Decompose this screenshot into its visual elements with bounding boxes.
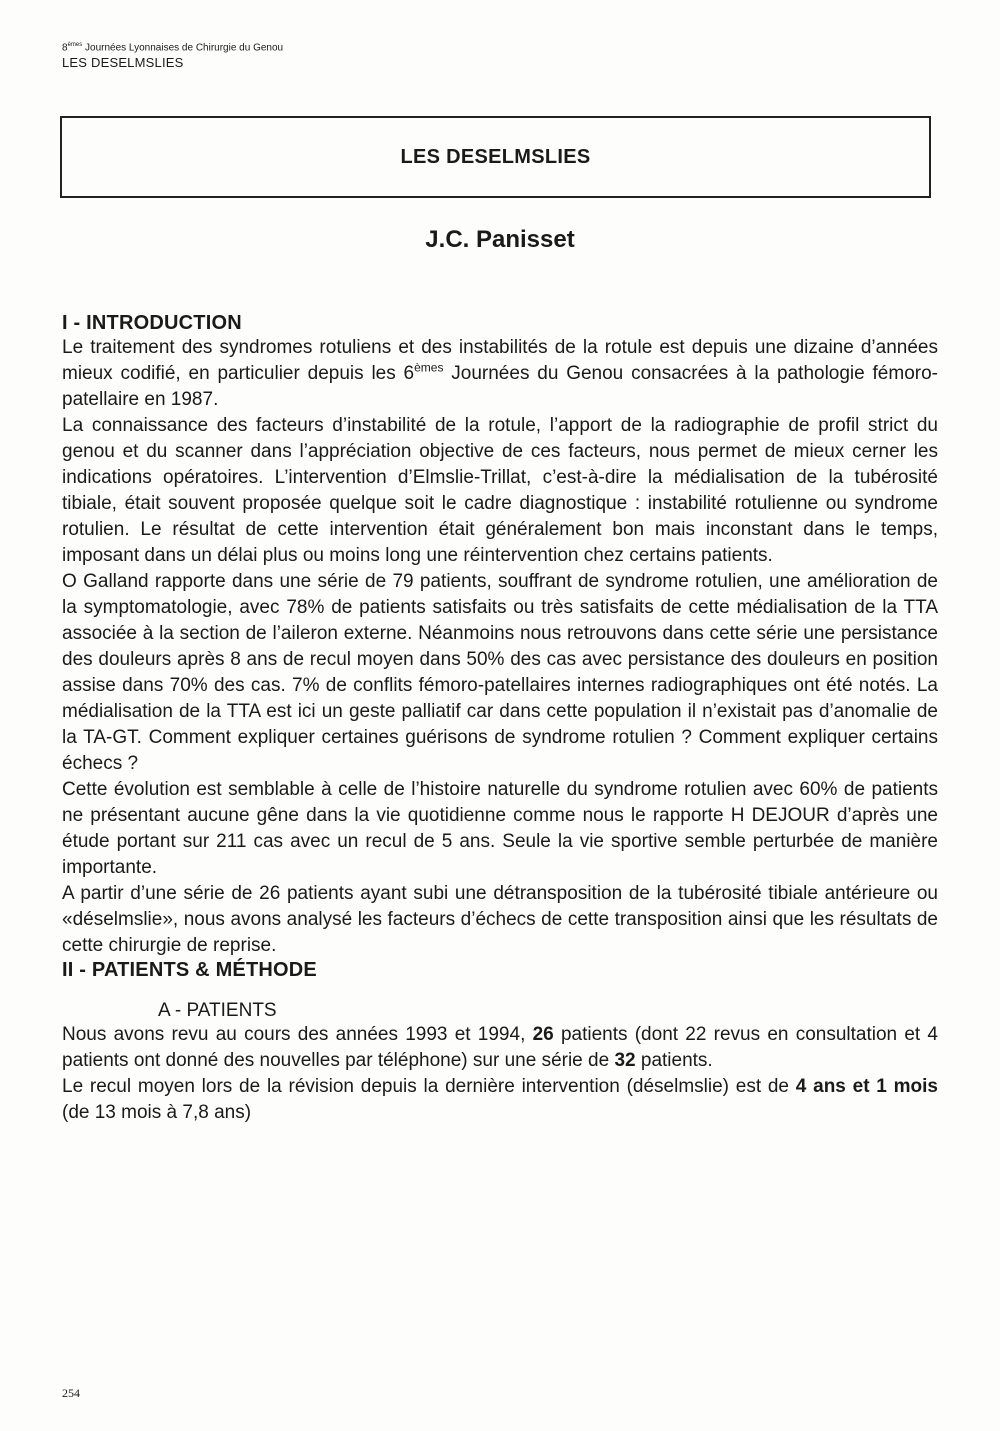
intro-paragraph: La connaissance des facteurs d’instabilité de la rotule, l’apport de la radiographie de profil strict du genou et du scanner dans l’appréciation objective de ces facteurs, nous permet de mieux cerner les indications opératoires. L’intervention d’Elmslie-Trillat, c’est-à-dire la médialisation de la tubérosité tibiale, était souvent proposée quelque soit le cadre diagnostique : instabilité rotulienne ou syndrome rotulien. Le résultat de cette intervention était généralement bon mais inconstant dans le temps, imposant dans un délai plus ou moins long une réintervention chez certains patients.	[62, 415, 938, 566]
methods-paragraph	[62, 1074, 938, 1126]
methods-p1-text-mid: patients (dont 22 revus en consultation et 4 patients ont donné des nouvelles par téléphone) sur une série de	[62, 1024, 938, 1071]
running-head-ordinal-suffix: èmes	[67, 42, 83, 48]
section-heading-patients-methode: II - PATIENTS & MÉTHODE	[62, 959, 317, 981]
methods-p2-follow-up: 4 ans et 1 mois	[795, 1076, 938, 1097]
methods-p1-series-count: 32	[614, 1050, 636, 1071]
intro-p1-text-end: Journées du Genou consacrées à la pathologie fémoro-patellaire en 1987.	[62, 363, 938, 410]
section-heading-introduction: I - INTRODUCTION	[62, 312, 242, 334]
intro-p1-ordinal-suffix: èmes	[414, 360, 444, 375]
author-name: J.C. Panisset	[425, 226, 575, 253]
running-head	[62, 38, 283, 71]
intro-paragraph: O Galland rapporte dans une série de 79 patients, souffrant de syndrome rotulien, une amélioration de la symptomatologie, avec 78% de patients satisfaits ou très satisfaits de cette médialisation de la TTA associée à la section de l’aileron externe. Néanmoins nous retrouvons dans cette série une persistance des douleurs après 8 ans de recul moyen dans 50% des cas avec persistance des douleurs en position assise dans 70% des cas. 7% de conflits fémoro-patellaires internes radiographiques ont été notés. La médialisation de la TTA est ici un geste palliatif car dans cette population il n’existait pas d’anomalie de la TA-GT. Comment expliquer certaines guérisons de syndrome rotulien ? Comment expliquer certains échecs ?	[62, 571, 938, 774]
methods-p1-patient-count: 26	[532, 1024, 554, 1045]
methods-paragraph	[62, 1022, 938, 1074]
running-head-journal-name: Journées Lyonnaises de Chirurgie du Genou	[82, 42, 284, 54]
methods-p1-text-end: patients.	[635, 1050, 713, 1071]
running-head-journal	[62, 38, 283, 55]
subsection-heading-patients: A - PATIENTS	[158, 1000, 277, 1021]
methods-p2-text-end: (de 13 mois à 7,8 ans)	[62, 1102, 252, 1123]
intro-paragraph: Cette évolution est semblable à celle de l’histoire naturelle du syndrome rotulien avec 60% de patients ne présentant aucune gêne dans la vie quotidienne comme nous le rapporte H DEJOUR d’après une étude portant sur 211 cas avec un recul de 5 ans. Seule la vie sportive semble perturbée de manière importante.	[62, 779, 938, 878]
page-title: LES DESELMSLIES	[400, 145, 591, 168]
intro-paragraph: A partir d’une série de 26 patients ayant subi une détransposition de la tubérosité tibiale antérieure ou «déselmslie», nous avons analysé les facteurs d’échecs de cette transposition ainsi que les résultats de cette chirurgie de reprise.	[62, 883, 938, 956]
article-body	[62, 312, 938, 1126]
page-number: 254	[62, 1386, 80, 1400]
title-box	[60, 116, 931, 198]
methods-p1-text: Nous avons revu au cours des années 1993 et 1994,	[62, 1024, 533, 1045]
running-head-chapter: LES DESELMSLIES	[62, 55, 184, 71]
intro-p1-text: Le traitement des syndromes rotuliens et des instabilités de la rotule est depuis une dizaine d’années mieux codifié, en particulier depuis les 6	[62, 337, 938, 384]
running-head-ordinal: 8	[62, 42, 68, 54]
intro-paragraph	[62, 335, 938, 413]
methods-p2-text: Le recul moyen lors de la révision depuis la dernière intervention (déselmslie) est de	[62, 1076, 796, 1097]
